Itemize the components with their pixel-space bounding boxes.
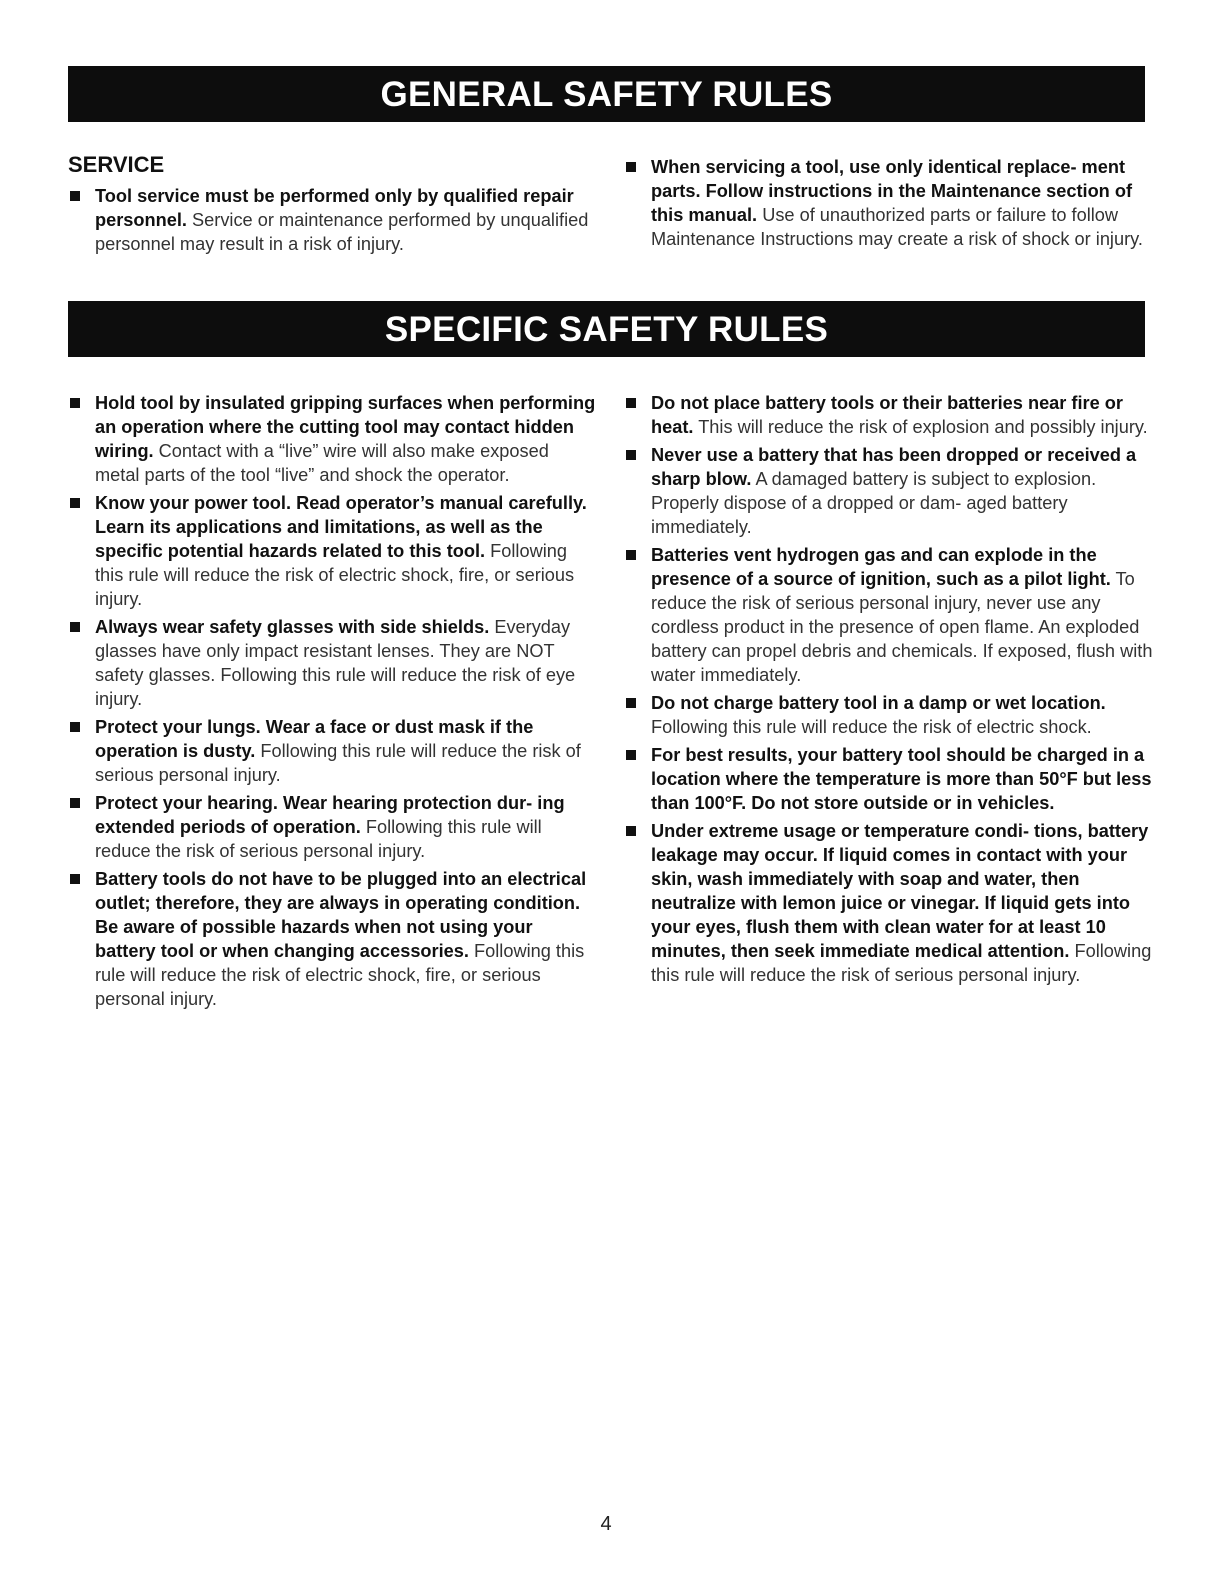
rule-text: Following this rule will reduce the risk of serious personal injury. [651, 941, 1152, 985]
specific-right-column [624, 391, 1154, 991]
specific-safety-rules-banner: SPECIFIC SAFETY RULES [68, 301, 1145, 357]
rule-item [68, 391, 598, 487]
rule-item [624, 443, 1154, 539]
rule-bold: Protect your lungs. Wear a face or dust mask if the operation is dusty. [95, 717, 534, 761]
rule-text: Following this rule will reduce the risk of electric shock, fire, or serious injury. [95, 541, 575, 609]
rule-item [68, 791, 598, 863]
rule-text: Use of unauthorized parts or failure to follow Maintenance Instructions may create a risk of shock or injury. [651, 205, 1143, 249]
rule-text: This will reduce the risk of explosion and possibly injury. [698, 417, 1148, 437]
rule-text: Service or maintenance performed by unqualified personnel may result in a risk of injury. [95, 210, 589, 254]
rule-bold: When servicing a tool, use only identical replace- ment parts. Follow instructions in the Maintenance section of this manual. [651, 157, 1133, 225]
service-right-column [624, 155, 1154, 255]
rule-text: To reduce the risk of serious personal injury, never use any cordless product in the presence of open flame. An exploded battery can propel debris and chemicals. If exposed, flush with water immediately. [651, 569, 1153, 685]
rule-bold: Tool service must be performed only by qualified repair personnel. [95, 186, 574, 230]
rule-bold: Always wear safety glasses with side shields. [95, 617, 490, 637]
rule-bold: Batteries vent hydrogen gas and can explode in the presence of a source of ignition, such as a pilot light. [651, 545, 1111, 589]
rule-text: Following this rule will reduce the risk of serious personal injury. [95, 817, 542, 861]
rule-text: Contact with a “live” wire will also make exposed metal parts of the tool “live” and shock the operator. [95, 441, 549, 485]
rule-bold: Know your power tool. Read operator’s manual carefully. Learn its applications and limitations, as well as the specific potential hazards related to this tool. [95, 493, 587, 561]
rule-bold: Protect your hearing. Wear hearing protection dur- ing extended periods of operation. [95, 793, 565, 837]
rule-item [624, 743, 1154, 815]
page-number: 4 [600, 1513, 612, 1535]
rule-text: Following this rule will reduce the risk of serious personal injury. [95, 741, 581, 785]
rule-bold: Do not charge battery tool in a damp or wet location. [651, 693, 1106, 713]
rule-text: Everyday glasses have only impact resistant lenses. They are NOT safety glasses. Following this rule will reduce the risk of eye injury. [95, 617, 576, 709]
specific-left-column [68, 391, 598, 1015]
rule-item [68, 184, 598, 256]
rule-text: A damaged battery is subject to explosion. Properly dispose of a dropped or dam- aged battery immediately. [651, 469, 1097, 537]
rule-item [68, 491, 598, 611]
rule-bold: For best results, your battery tool should be charged in a location where the temperature is more than 50°F but less than 100°F. Do not store outside or in vehicles. [651, 745, 1152, 813]
rule-item [68, 867, 598, 1011]
general-safety-rules-banner: GENERAL SAFETY RULES [68, 66, 1145, 122]
rule-bold: Under extreme usage or temperature condi- tions, battery leakage may occur. If liquid comes in contact with your skin, wash immediately with soap and water, then neutralize with lemon juice or vinegar. If liquid gets into your eyes, flush them with clean water for at least 10 minutes, then seek immediate medical attention. [651, 821, 1149, 961]
rule-bold: Do not place battery tools or their batteries near fire or heat. [651, 393, 1123, 437]
service-heading: SERVICE [68, 152, 165, 177]
service-left-column [68, 152, 598, 260]
rule-bold: Battery tools do not have to be plugged into an electrical outlet; therefore, they are always in operating condition. Be aware of possible hazards when not using your battery tool or when changing accessories. [95, 869, 587, 961]
rule-item [624, 391, 1154, 439]
rule-item [624, 543, 1154, 687]
rule-bold: Hold tool by insulated gripping surfaces when performing an operation where the cutting tool may contact hidden wiring. [95, 393, 596, 461]
rule-text: Following this rule will reduce the risk of electric shock, fire, or serious personal injury. [95, 941, 585, 1009]
rule-bold: Never use a battery that has been dropped or received a sharp blow. [651, 445, 1137, 489]
rule-item [68, 615, 598, 711]
rule-item [624, 691, 1154, 739]
rule-item [624, 819, 1154, 987]
rule-item [624, 155, 1154, 251]
rule-text: Following this rule will reduce the risk of electric shock. [651, 717, 1092, 737]
rule-item [68, 715, 598, 787]
